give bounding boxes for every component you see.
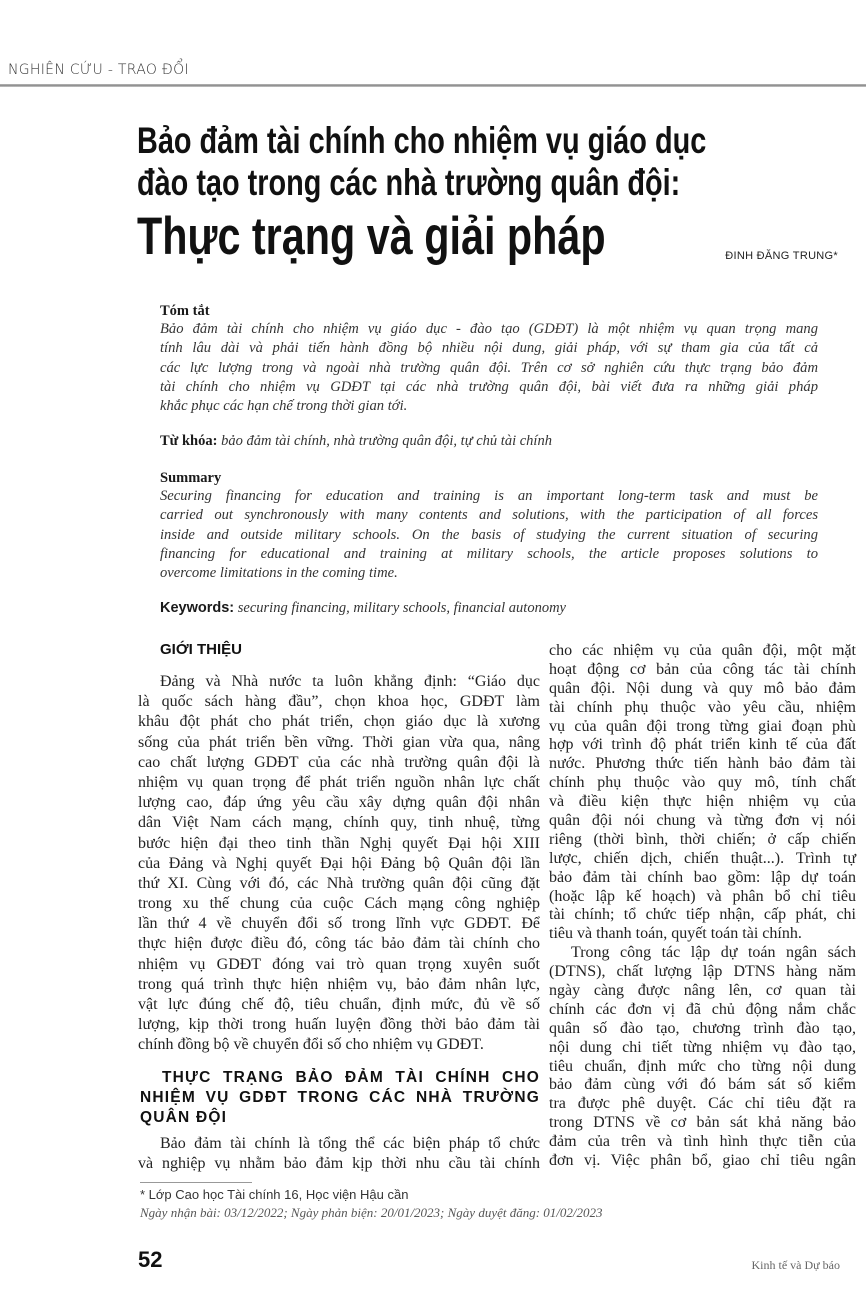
text-line: và điều kiện thực hiện nhiệm vụ của <box>549 793 856 811</box>
text-line: (hoặc lập kế hoạch) và phân bổ chỉ tiêu <box>549 887 856 905</box>
section2-heading <box>140 1068 540 1128</box>
text-line: trong xu thế chung của cuộc Cách mạng công nghiệp <box>138 895 540 913</box>
text-line: ngày càng được nâng lên, cơ quan tài <box>549 982 856 1000</box>
abstract-heading: Tóm tắt <box>160 303 210 319</box>
text-line: cao chất lượng GDĐT của các nhà trường quân đội là <box>138 753 540 771</box>
text-line: tài chính phụ thuộc vào yêu cầu, nhiệm <box>549 698 856 716</box>
text-line: Trong công tác lập dự toán ngân sách <box>571 944 856 962</box>
text-line: trong quá trình thực hiện nhiệm vụ, bảo đảm nhân lực, <box>138 975 540 993</box>
text-line: thực hiện được điều đó, công tác bảo đảm tài chính cho <box>138 935 540 953</box>
header-rule <box>0 84 866 87</box>
right-column-text <box>549 642 856 1171</box>
summary-line: inside and outside military schools. On the basis of studying the current situation of securing <box>160 526 818 543</box>
summary-line: financing for educational and training at military schools, the article proposes solutions to <box>160 545 818 562</box>
text-line: vật lực đúng chế độ, tiêu chuẩn, định mức, đủ về số <box>138 996 540 1013</box>
section2-heading-line: THỰC TRẠNG BẢO ĐẢM TÀI CHÍNH CHO <box>162 1069 540 1086</box>
text-line: tiêu chuẩn, định mức cho từng nội dung <box>549 1057 856 1075</box>
text-line: nhiệm vụ GDĐT đóng vai trò quan trọng xuyên suốt <box>138 955 540 973</box>
text-line: nhiệm vụ quan trọng để phát triển nguồn nhân lực chất <box>138 773 540 791</box>
text-line: quân đội nói chung và từng đơn vị nói <box>549 812 856 830</box>
text-line: tra được phê duyệt. Các chỉ tiêu đặt ra <box>549 1095 856 1113</box>
text-line: chính đồng bộ về chuyển đổi số cho nhiệm vụ GDĐT. <box>138 1036 484 1054</box>
text-line: đảm của trên và tình hình thực tiễn của <box>549 1133 856 1151</box>
text-line: của Đảng và Nghị quyết Đại hội Đảng bộ Quân đội lần <box>138 854 540 872</box>
text-line: thứ XI. Cùng với đó, các Nhà trường quân đội cũng đặt <box>138 874 540 892</box>
text-line: lượng, kịp thời trong huấn luyện đồng thời bảo đảm tài <box>138 1016 540 1034</box>
journal-name: Kinh tế và Dự báo <box>751 1258 840 1272</box>
keywords-text: bảo đảm tài chính, nhà trường quân đội, tự chủ tài chính <box>221 433 552 450</box>
text-line: Bảo đảm tài chính là tổng thể các biện pháp tổ chức <box>160 1135 540 1152</box>
title-line: Thực trạng và giải pháp <box>137 207 606 266</box>
author: ĐINH ĐĂNG TRUNG* <box>725 250 838 262</box>
text-line: (DTNS), chất lượng lập DTNS hàng năm <box>549 963 856 981</box>
article-title <box>137 120 706 268</box>
footnote-affiliation: * Lớp Cao học Tài chính 16, Học viện Hậu cần <box>140 1187 409 1202</box>
abstract-line: tính lâu dài và phải tiến hành đồng bộ nhiều nội dung, giải pháp, với sự tham gia của tất cả <box>160 340 818 357</box>
text-line: đơn vị. Việc phân bổ, giao chỉ tiêu ngân <box>549 1152 856 1170</box>
title-line: đào tạo trong các nhà trường quân đội: <box>137 162 681 203</box>
text-line: quân số đào tạo, chương trình đào tạo, <box>549 1019 856 1037</box>
keywords-label: Keywords: <box>160 600 235 617</box>
text-line: Đảng và Nhà nước ta luôn khẳng định: “Giáo dục <box>160 673 540 690</box>
keywords-text: securing financing, military schools, financial autonomy <box>237 600 566 617</box>
footnote-dates: Ngày nhận bài: 03/12/2022; Ngày phản biện: 20/01/2023; Ngày duyệt đăng: 01/02/2023 <box>140 1205 603 1220</box>
page-number: 52 <box>138 1247 163 1272</box>
abstract-vi <box>160 302 818 450</box>
text-line: hoạt động cơ bản của công tác tài chính <box>549 660 856 678</box>
text-line: dân Việt Nam cách mạng, chính quy, tinh nhuệ, từng <box>138 814 540 832</box>
title-line: Bảo đảm tài chính cho nhiệm vụ giáo dục <box>137 120 707 161</box>
summary-line: overcome limitations in the coming time. <box>160 565 398 582</box>
text-line: hợp với trình độ phát triển kinh tế của đất <box>549 736 856 754</box>
section-label: NGHIÊN CỨU - TRAO ĐỔI <box>8 62 189 78</box>
text-line: nội dung chi tiết từng nhiệm vụ đào tạo, <box>549 1038 856 1056</box>
section2-heading-line: QUÂN ĐỘI <box>140 1109 228 1126</box>
abstract-en <box>160 469 818 617</box>
text-line: khâu đột phát cho phát triển, chọn giáo dục là xương <box>138 713 540 731</box>
section2-heading-line: NHIỆM VỤ GDĐT TRONG CÁC NHÀ TRƯỜNG <box>140 1089 540 1106</box>
summary-line: carried out synchronously with many contents and solutions, with the participation of all forces <box>160 507 818 524</box>
text-line: lượng cao, đáp ứng yêu cầu xây dựng quân đội nhân <box>138 794 540 812</box>
text-line: và nghiệp vụ nhằm bảo đảm kịp thời nhu cầu tài chính <box>138 1155 540 1173</box>
text-line: tiêu và thanh toán, quyết toán tài chính. <box>549 925 802 943</box>
text-line: bảo đảm cùng với đó bám sát số kiểm <box>549 1076 856 1094</box>
left-column-text <box>138 672 540 1056</box>
abstract-line: tài chính cho nhiệm vụ GDĐT tại các nhà trường quân đội, bài viết đưa ra những giải pháp <box>160 378 818 395</box>
abstract-line: Bảo đảm tài chính cho nhiệm vụ giáo dục - đào tạo (GDĐT) là một nhiệm vụ quan trọng mang <box>160 321 818 337</box>
text-line: sống của phát triển bền vững. Thời gian vừa qua, nâng <box>138 733 540 751</box>
text-line: cho các nhiệm vụ của quân đội, một mặt <box>549 642 856 659</box>
text-line: chính phụ thuộc vào quy mô, tính chất <box>549 774 856 792</box>
text-line: nước. Phương thức tiến hành bảo đảm tài <box>549 755 856 773</box>
intro-heading: GIỚI THIỆU <box>160 641 242 658</box>
keywords-en <box>160 599 818 617</box>
summary-heading: Summary <box>160 470 222 486</box>
text-line: bảo đảm tài chính bao gồm: lập dự toán <box>549 868 856 886</box>
keywords-label: Từ khóa: <box>160 433 218 450</box>
text-line: bước hiện đại theo tinh thần Nghị quyết Đại hội XIII <box>138 834 540 852</box>
text-line: riêng (thời bình, thời chiến; ở cấp chiến <box>549 830 856 848</box>
text-line: vụ của quân đội trong từng giai đoạn phù <box>549 717 856 735</box>
summary-line: Securing financing for education and training is an important long-term task and must be <box>160 488 818 504</box>
abstract-line: khắc phục các hạn chế trong thời gian tới. <box>160 398 408 415</box>
abstract-line: các lực lượng trong và ngoài nhà trường quân đội. Trên cơ sở nghiên cứu thực trạng bảo đảm <box>160 359 818 376</box>
text-line: trong DTNS về cơ bản sát khả năng bảo <box>549 1114 856 1132</box>
text-line: quân đội. Nội dung và quy mô bảo đảm <box>549 679 856 697</box>
text-line: là quốc sách hàng đầu”, chọn khoa học, GDĐT làm <box>138 693 540 711</box>
section2-text <box>138 1134 540 1174</box>
text-line: lược, chiến dịch, chiến thuật...). Trình tự <box>549 849 856 867</box>
text-line: tài chính; tổ chức tiếp nhận, cấp phát, chi <box>549 906 856 924</box>
text-line: lần thứ 4 về chuyển đổi số trong lĩnh vực GDĐT. Để <box>138 915 540 933</box>
footnote-rule <box>140 1182 252 1183</box>
text-line: chính các đơn vị đã chủ động nắm chắc <box>549 1000 856 1018</box>
keywords-vi <box>160 432 818 450</box>
